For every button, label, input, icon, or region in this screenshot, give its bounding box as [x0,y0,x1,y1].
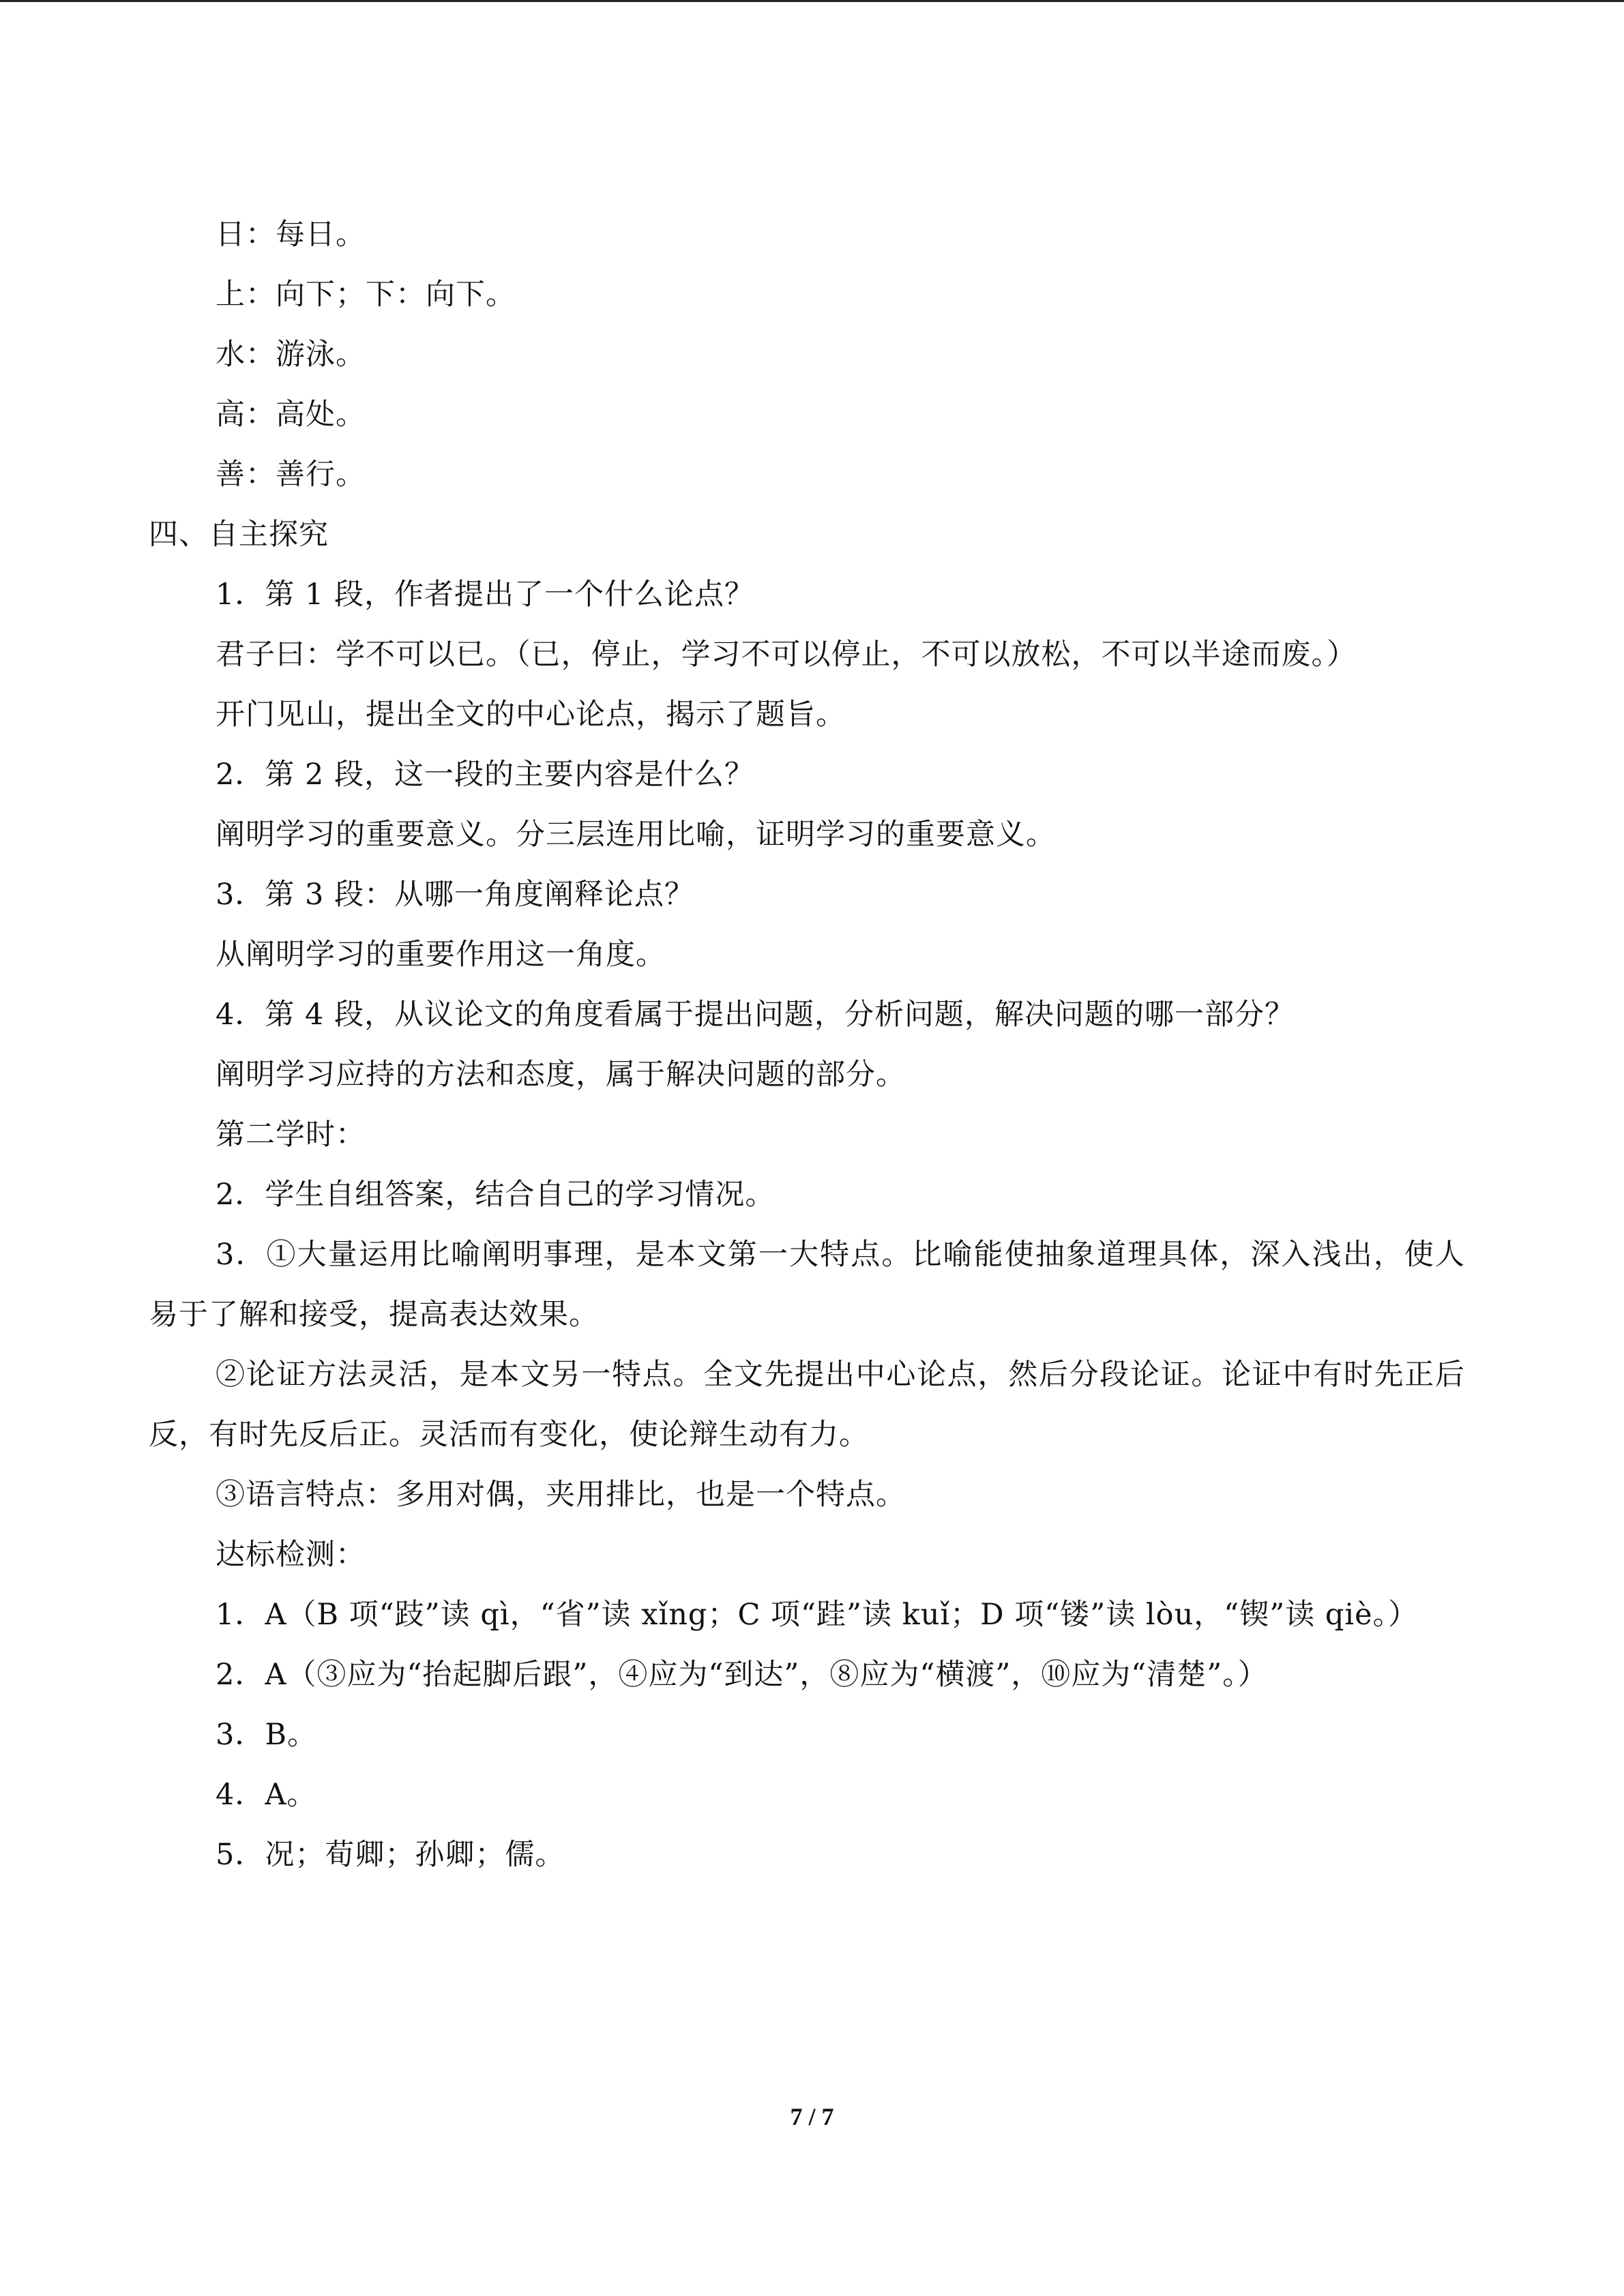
text-paragraph: 3．①大量运用比喻阐明事理，是本文第一大特点。比喻能使抽象道理具体，深入浅出，使人易于了解和接受，提高表达效果。 [149,1238,1465,1332]
answer-paragraph: 1．A（B 项“跂”读 qì，“省”读 xǐng；C 项“跬”读 kuǐ；D 项“镂”读 lòu，“锲”读 qiè。） [216,1598,1419,1632]
text-line: 水：游泳。 [216,338,366,372]
answer-line: 开门见山，提出全文的中心论点，揭示了题旨。 [216,698,846,732]
text-line: 上：向下；下：向下。 [216,278,516,312]
text-line: 2．学生自组答案，结合自己的学习情况。 [216,1178,776,1212]
question-line: 2．第 2 段，这一段的主要内容是什么？ [216,758,755,792]
text-line: 日：每日。 [216,218,366,252]
text-line: ③语言特点：多用对偶，夹用排比，也是一个特点。 [216,1478,906,1512]
page-number: 7 / 7 [790,2103,834,2130]
subsection-heading: 达标检测： [216,1538,366,1572]
answer-line: 阐明学习应持的方法和态度，属于解决问题的部分。 [216,1058,906,1092]
answer-line: 4．A。 [216,1778,317,1812]
answer-line: 5．况；荀卿；孙卿；儒。 [216,1838,565,1872]
subsection-heading: 第二学时： [216,1118,366,1152]
text-line: 高：高处。 [216,398,366,432]
question-line: 1．第 1 段，作者提出了一个什么论点？ [216,578,755,612]
text-line: 善：善行。 [216,458,366,492]
text-paragraph: ②论证方法灵活，是本文另一特点。全文先提出中心论点，然后分段论证。论证中有时先正后反，有时先反后正。灵活而有变化，使论辩生动有力。 [149,1358,1465,1452]
document-body [149,205,1465,1885]
answer-line: 2．A（③应为“抬起脚后跟”，④应为“到达”，⑧应为“横渡”，⑩应为“清楚”。） [216,1658,1268,1692]
top-border [0,0,1624,2]
answer-line: 3．B。 [216,1718,317,1752]
section-heading: 四、自主探究 [149,518,329,552]
answer-line: 从阐明学习的重要作用这一角度。 [216,938,666,972]
answer-line: 君子曰：学不可以已。（已，停止，学习不可以停止，不可以放松，不可以半途而废。） [216,638,1357,672]
answer-line: 阐明学习的重要意义。分三层连用比喻，证明学习的重要意义。 [216,818,1056,852]
question-line: 3．第 3 段：从哪一角度阐释论点？ [216,878,695,912]
question-line: 4．第 4 段，从议论文的角度看属于提出问题，分析问题，解决问题的哪一部分？ [216,998,1295,1032]
